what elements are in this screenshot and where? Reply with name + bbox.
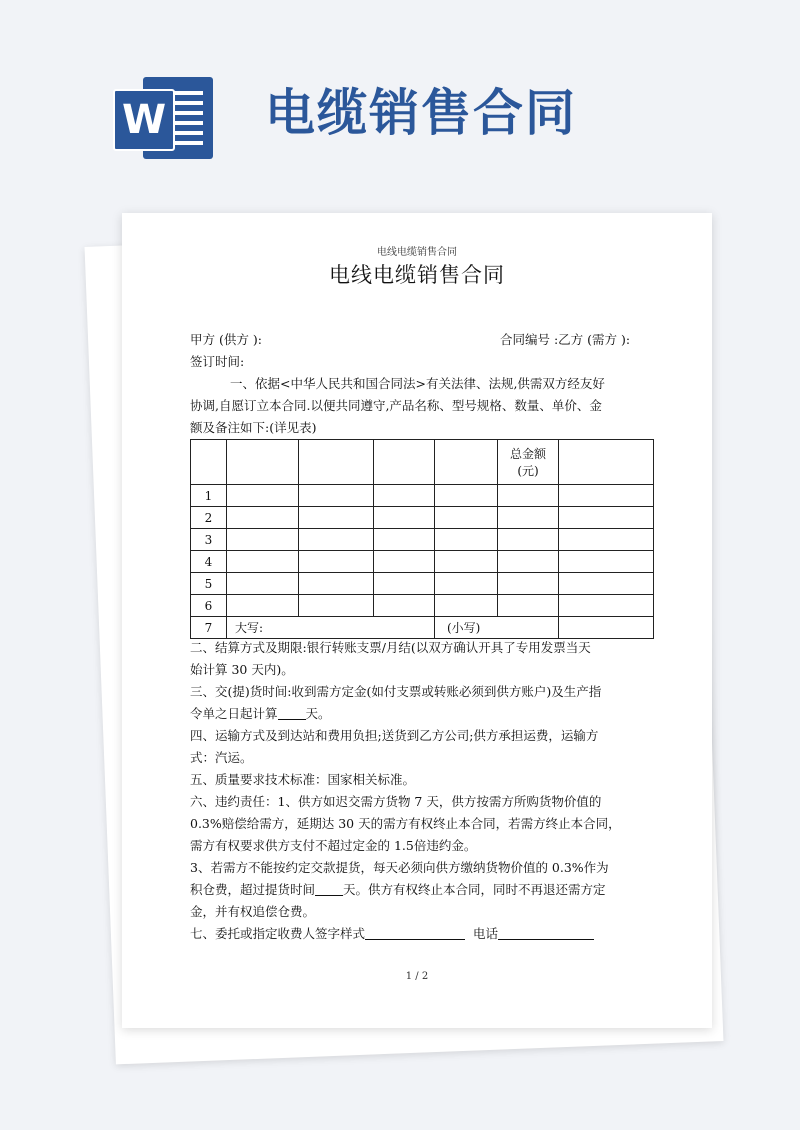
product-table [190, 439, 654, 639]
row-number: 4 [191, 551, 227, 573]
clause-6-3-line-2-end: 天。供方有权终止本合同，同时不再退还需方定 [343, 882, 606, 897]
party-a-label: 甲方 (供方 ): [190, 332, 262, 347]
row-number: 1 [191, 485, 227, 507]
clause-2-line-2: 始计算 30 天内)。 [190, 662, 294, 677]
phone-blank[interactable] [498, 925, 594, 940]
clause-3-line-1: 三、交(提)货时间:收到需方定金(如付支票或转账必须到供方账户)及生产指 [190, 684, 602, 699]
table-row [191, 529, 654, 551]
clause-6-3-line-2 [190, 879, 606, 901]
clause-5: 五、质量要求技术标准：国家相关标准。 [190, 772, 416, 787]
clause-3-line-2 [190, 703, 331, 725]
clause-1-line-2: 协调,自愿订立本合同.以便共同遵守,产品名称、型号规格、数量、单价、金 [190, 398, 602, 413]
banner [0, 0, 800, 200]
document-title: 电线电缆销售合同 [329, 263, 505, 287]
table-row [191, 507, 654, 529]
clause-2-line-1: 二、结算方式及期限:银行转账支票/月结(以双方确认开具了专用发票当天 [190, 640, 591, 655]
table-row [191, 551, 654, 573]
row-number: 6 [191, 595, 227, 617]
clause-3-line-2-start: 令单之日起计算 [190, 706, 278, 721]
signature-blank[interactable] [365, 925, 465, 940]
word-icon [113, 77, 213, 159]
table-row [191, 573, 654, 595]
clause-4-line-1: 四、运输方式及到达站和费用负担;送货到乙方公司;供方承担运费，运输方 [190, 728, 599, 743]
running-header: 电线电缆销售合同 [377, 247, 457, 258]
clause-4-line-2: 式：汽运。 [190, 750, 253, 765]
clause-6-3-line-2-start: 积仓费，超过提货时间 [190, 882, 316, 897]
clause-1-line-1: 一、依据<中华人民共和国合同法>有关法律、法规,供需双方经友好 [230, 376, 605, 391]
total-amount-header [498, 440, 559, 485]
clause-6-line-2: 0.3%赔偿给需方，延期达 30 天的需方有权终止本合同，若需方终止本合同， [190, 816, 621, 831]
clause-6-3-line-3: 金，并有权追偿仓费。 [190, 904, 316, 919]
page-number: 1 / 2 [405, 971, 429, 982]
clause-6-line-1: 六、违约责任：1、供方如迟交需方货物 7 天，供方按需方所购货物价值的 [190, 794, 602, 809]
table-total-row [191, 617, 654, 639]
row-number: 2 [191, 507, 227, 529]
table-header-row [191, 440, 654, 485]
table-row [191, 595, 654, 617]
banner-title: 电缆销售合同 [265, 84, 577, 142]
word-icon-letter: W [113, 89, 175, 151]
sign-time-label: 签订时间: [190, 354, 245, 369]
clause-7 [190, 923, 594, 945]
row-number: 3 [191, 529, 227, 551]
amount-in-words-label: 大写: [227, 617, 435, 639]
row-number: 7 [191, 617, 227, 639]
table-row [191, 485, 654, 507]
clause-7-signature-label: 七、委托或指定收费人签字样式 [190, 926, 366, 941]
clause-6-line-3: 需方有权要求供方支付不超过定金的 1.5倍违约金。 [190, 838, 477, 853]
total-amount-header-line-1: 总金额 [509, 447, 546, 461]
pickup-days-blank[interactable] [315, 881, 343, 896]
contract-number-label: 合同编号 :乙方 (需方 ): [500, 332, 631, 347]
clause-3-line-2-end: 天。 [305, 706, 331, 721]
clause-1-line-3: 额及备注如下:(详见表) [190, 420, 317, 435]
clause-6-3-line-1: 3、若需方不能按约定交款提货，每天必须向供方缴纳货物价值的 0.3%作为 [190, 860, 609, 875]
amount-in-figures-label: (小写) [435, 617, 559, 639]
phone-label: 电话 [473, 926, 499, 941]
document-page [122, 213, 712, 1028]
total-amount-header-line-2: (元) [517, 464, 539, 478]
delivery-days-blank[interactable] [278, 705, 306, 720]
row-number: 5 [191, 573, 227, 595]
